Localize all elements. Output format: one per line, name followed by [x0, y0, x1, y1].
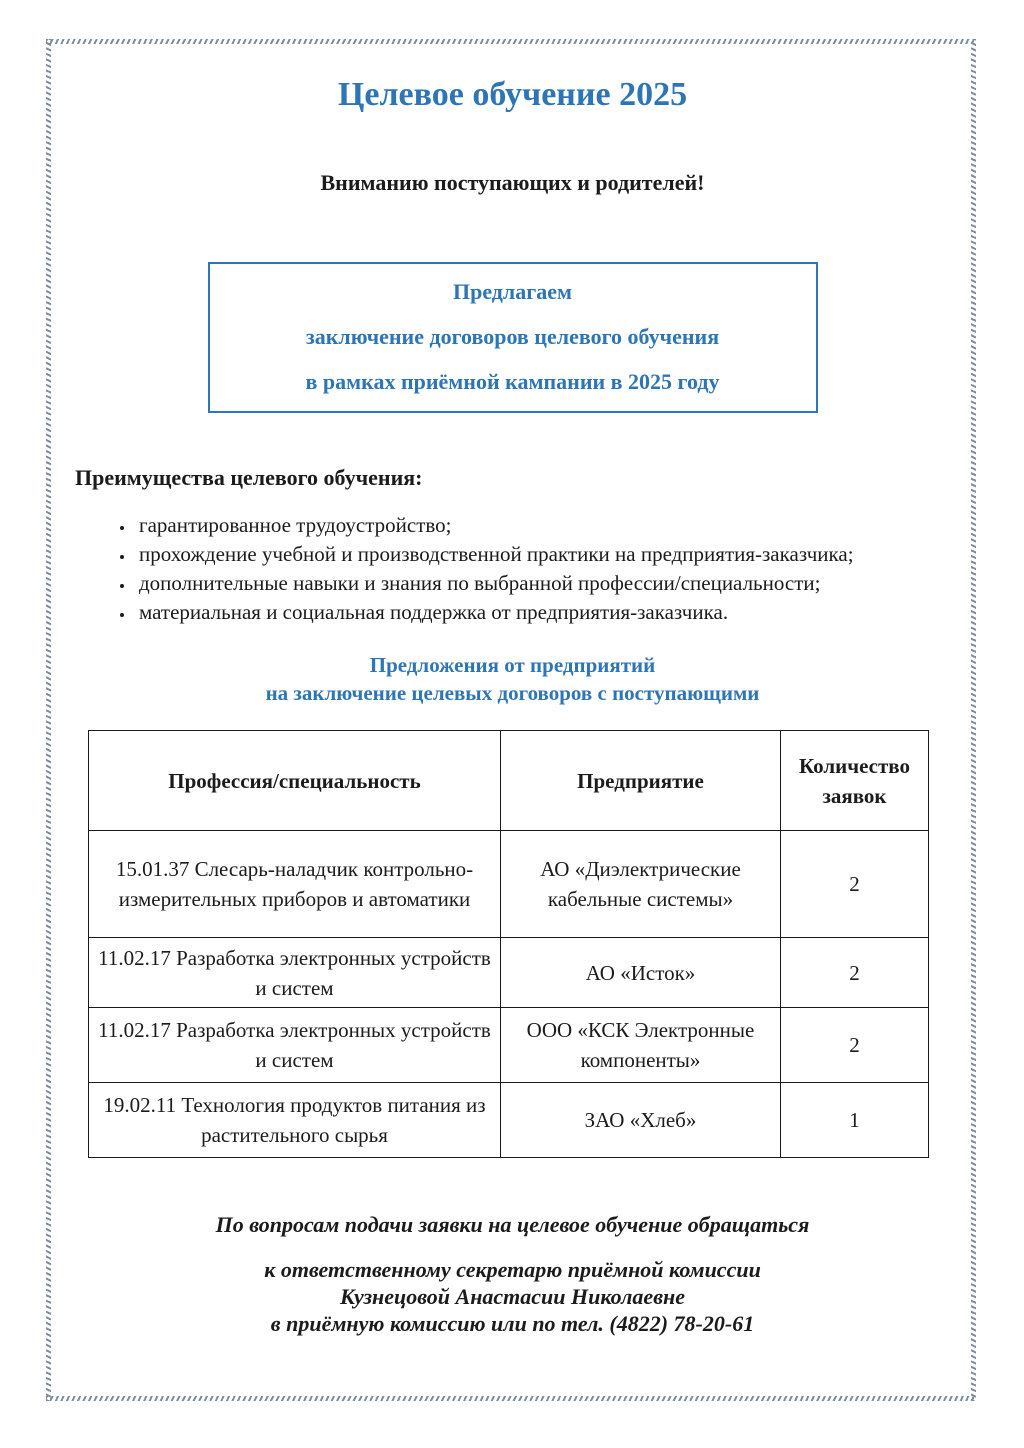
footer-contact-details	[75, 1256, 950, 1337]
benefits-heading: Преимущества целевого обучения:	[75, 465, 423, 490]
page-border-right	[971, 39, 976, 1401]
benefit-item: • материальная и социальная поддержка от предприятия-заказчика.	[135, 598, 950, 627]
table-header-profession: Профессия/специальность	[89, 731, 501, 831]
page-border-left	[46, 39, 51, 1401]
table-header-row	[89, 731, 929, 831]
table-cell-quantity: 1	[781, 1083, 929, 1158]
offer-box	[208, 262, 818, 413]
page-border-bottom	[46, 1396, 976, 1401]
table-cell-enterprise: ООО «КСК Электронные компоненты»	[501, 1008, 781, 1083]
page-title: Целевое обучение 2025	[337, 76, 688, 113]
table-header-quantity: Количество заявок	[781, 731, 929, 831]
footer-secretary-line: к ответственному секретарю приёмной комиссии	[264, 1257, 761, 1282]
table-cell-profession: 19.02.11 Технология продуктов питания из растительного сырья	[89, 1083, 501, 1158]
footer-name-line: Кузнецовой Анастасии Николаевне	[340, 1284, 685, 1309]
table-cell-enterprise: АО «Исток»	[501, 938, 781, 1008]
table-cell-quantity: 2	[781, 938, 929, 1008]
offer-box-line: Предлагаем	[452, 279, 573, 304]
offers-heading	[75, 651, 950, 707]
table-cell-enterprise: ЗАО «Хлеб»	[501, 1083, 781, 1158]
table-row	[89, 1008, 929, 1083]
table-cell-quantity: 2	[781, 1008, 929, 1083]
offer-box-line: в рамках приёмной кампании в 2025 году	[305, 369, 720, 394]
table-row	[89, 1083, 929, 1158]
offers-heading-line1: Предложения от предприятий	[369, 653, 656, 677]
benefit-item: • дополнительные навыки и знания по выбранной профессии/специальности;	[135, 569, 950, 598]
footer-contact-intro: По вопросам подачи заявки на целевое обучение обращаться	[215, 1212, 810, 1237]
table-row	[89, 831, 929, 938]
table-cell-profession: 15.01.37 Слесарь-наладчик контрольно-измерительных приборов и автоматики	[89, 831, 501, 938]
table-header-enterprise: Предприятие	[501, 731, 781, 831]
table-row	[89, 938, 929, 1008]
table-cell-profession: 11.02.17 Разработка электронных устройств и систем	[89, 938, 501, 1008]
benefits-list	[75, 511, 950, 627]
offer-box-line: заключение договоров целевого обучения	[305, 324, 720, 349]
benefit-item: • гарантированное трудоустройство;	[135, 511, 950, 540]
footer-phone-line: в приёмную комиссию или по тел. (4822) 78-20-61	[270, 1311, 755, 1336]
offers-table	[88, 730, 929, 1158]
attention-subtitle: Вниманию поступающих и родителей!	[320, 170, 705, 195]
table-cell-enterprise: АО «Диэлектрические кабельные системы»	[501, 831, 781, 938]
benefit-item: • прохождение учебной и производственной практики на предприятия-заказчика;	[135, 540, 950, 569]
table-cell-quantity: 2	[781, 831, 929, 938]
table-cell-profession: 11.02.17 Разработка электронных устройств и систем	[89, 1008, 501, 1083]
document-content	[75, 0, 950, 1337]
offers-heading-line2: на заключение целевых договоров с поступающими	[265, 681, 760, 705]
